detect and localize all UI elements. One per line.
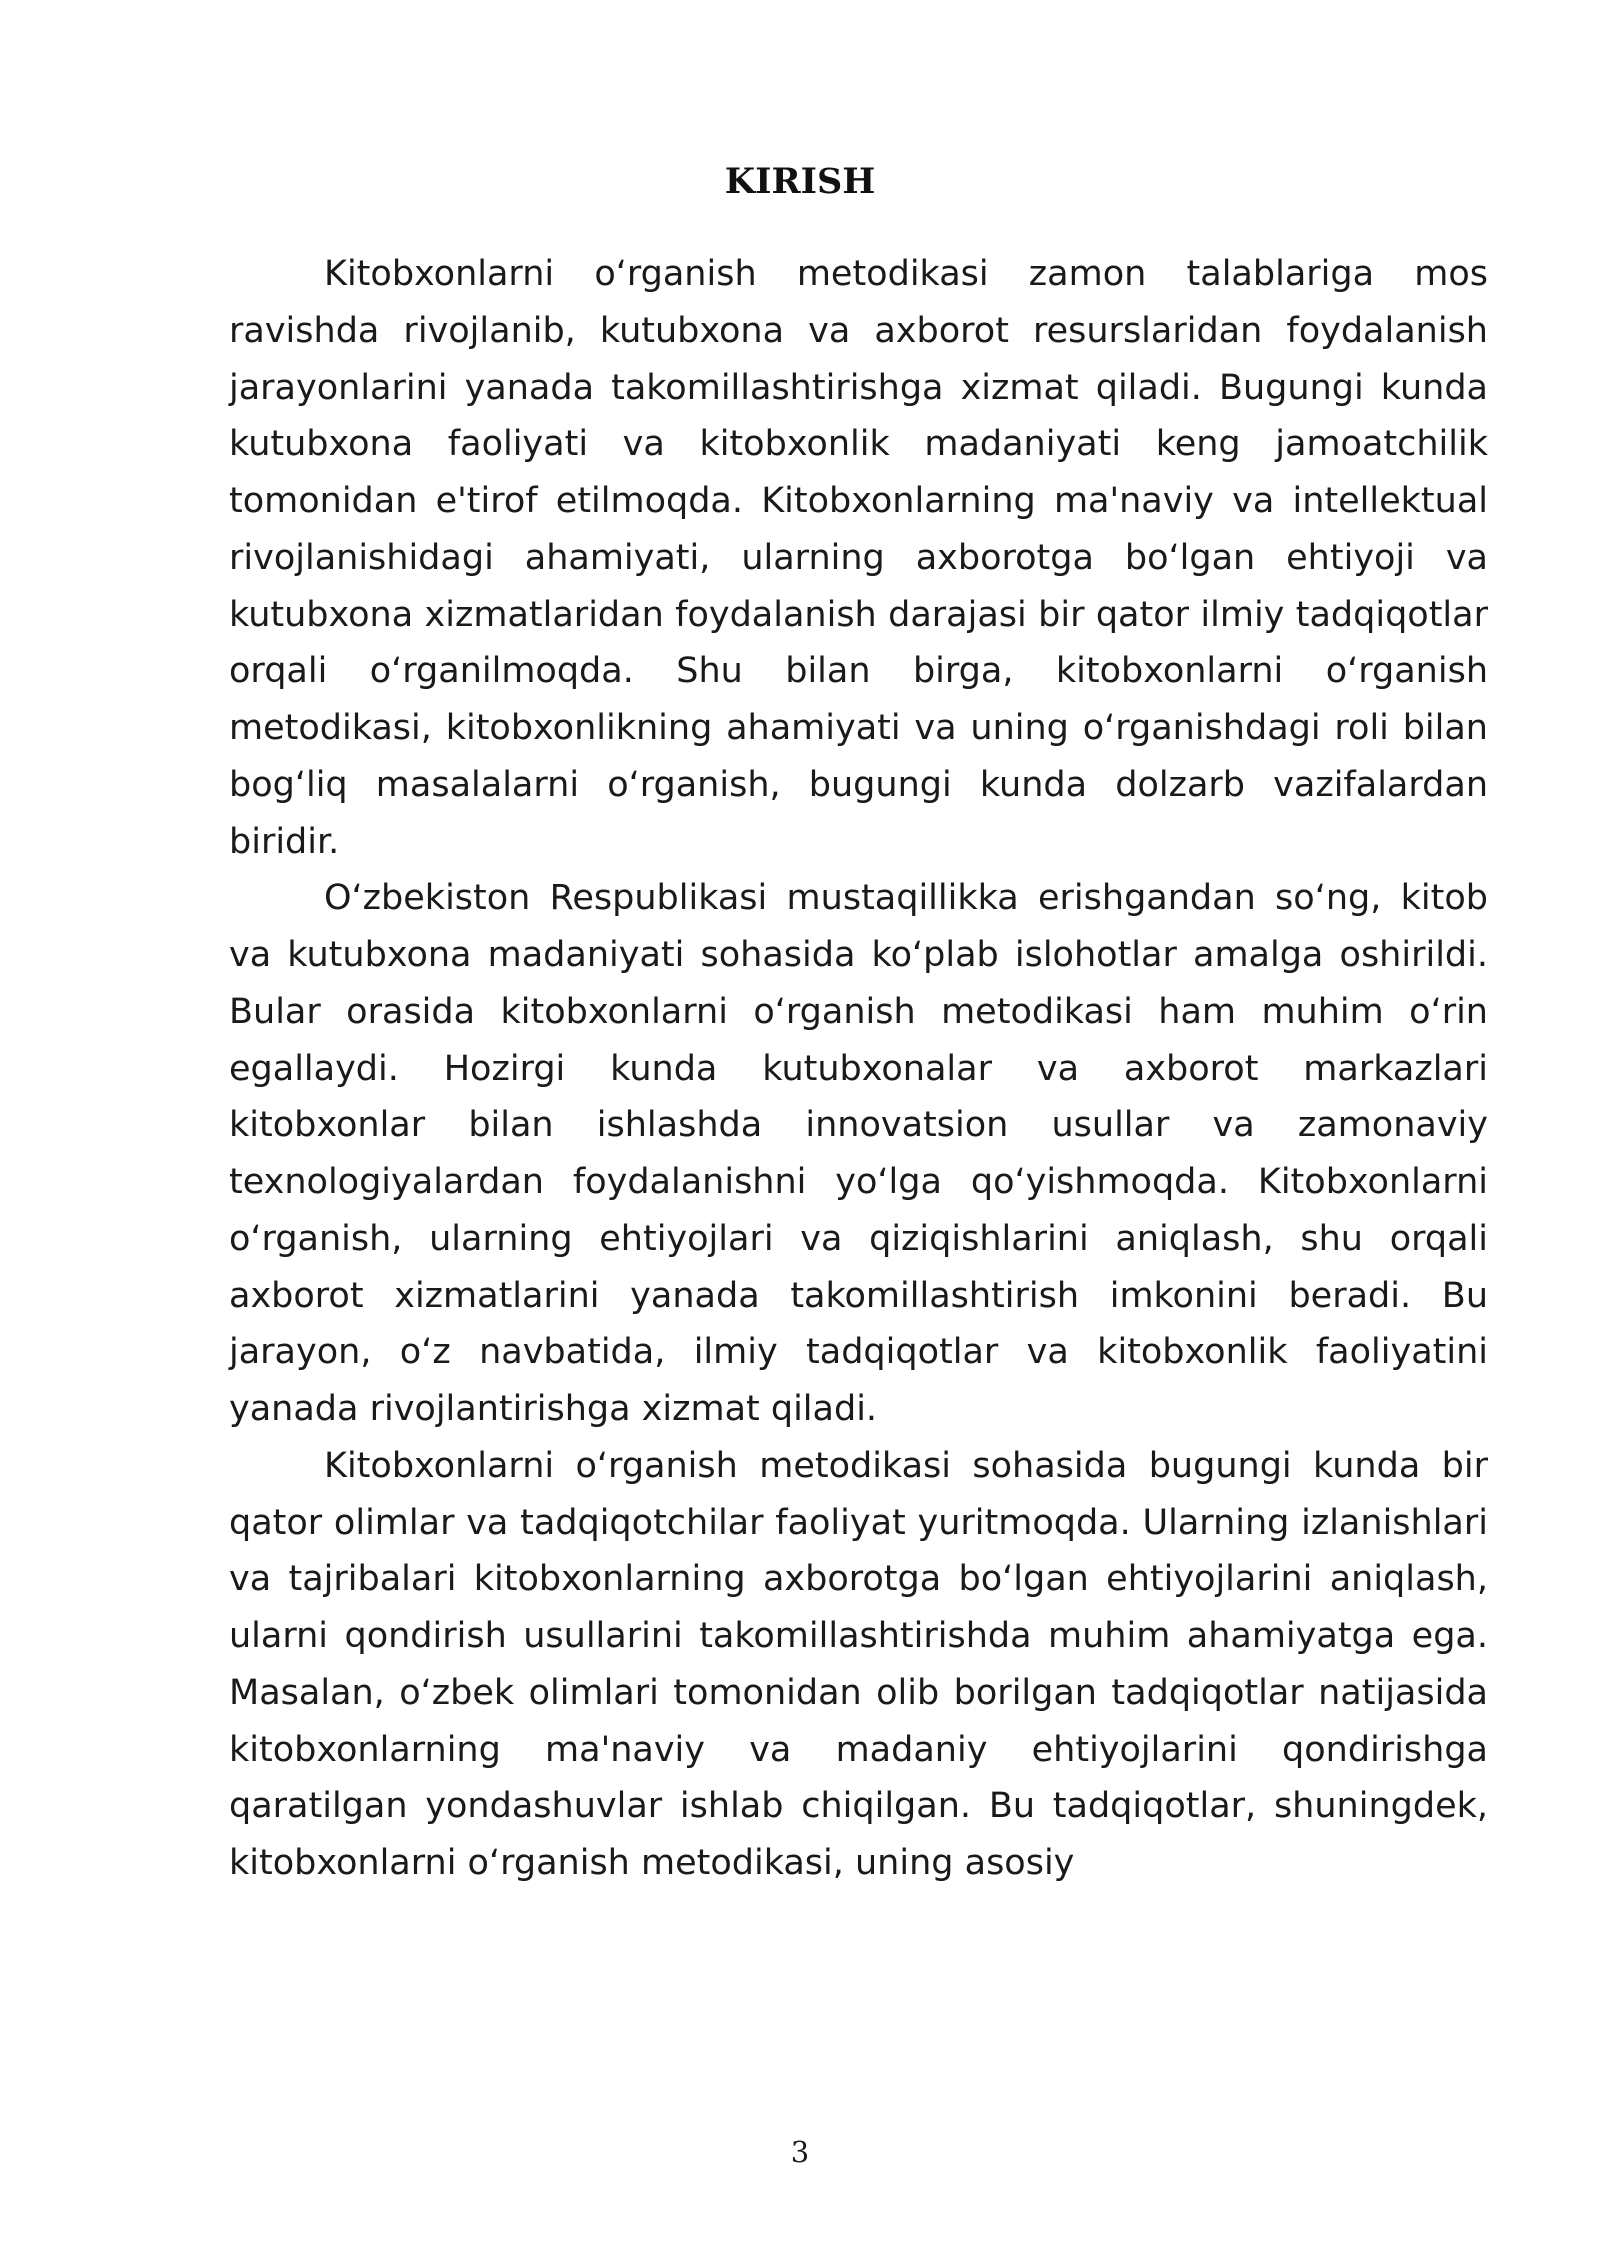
- paragraph-1: Kitobxonlarni o‘rganish metodikasi zamon talablariga mos ravishda rivojlanib, kutubxona va axborot resurslaridan foydalanish jarayonlarini yanada takomillashtirishga xizmat qiladi. Bugungi kunda kutubxona faoliyati va kitobxonlik madaniyati keng jamoatchilik tomonidan e'tirof etilmoqda. Kitobxonlarning ma'naviy va intellektual rivojlanishidagi ahamiyati, ularning axborotga bo‘lgan ehtiyoji va kutubxona xizmatlaridan foydalanish darajasi bir qator ilmiy tadqiqotlar orqali o‘rganilmoqda. Shu bilan birga, kitobxonlarni o‘rganish metodikasi, kitobxonlikning ahamiyati va uning o‘rganishdagi roli bilan bog‘liq masalalarni o‘rganish, bugungi kunda dolzarb vazifalardan biridir.: [229, 254, 1488, 862]
- paragraph-3: Kitobxonlarni o‘rganish metodikasi sohasida bugungi kunda bir qator olimlar va tadqiqotchilar faoliyat yuritmoqda. Ularning izlanishlari va tajribalari kitobxonlarning axborotga bo‘lgan ehtiyojlarini aniqlash, ularni qondirish usullarini takomillashtirishda muhim ahamiyatga ega. Masalan, o‘zbek olimlari tomonidan olib borilgan tadqiqotlar natijasida kitobxonlarning ma'naviy va madaniy ehtiyojlarini qondirishga qaratilgan yondashuvlar ishlab chiqilgan. Bu tadqiqotlar, shuningdek, kitobxonlarni o‘rganish metodikasi, uning asosiy: [229, 1445, 1488, 1883]
- paragraph-2: O‘zbekiston Respublikasi mustaqillikka erishgandan so‘ng, kitob va kutubxona madaniyati sohasida ko‘plab islohotlar amalga oshirildi. Bular orasida kitobxonlarni o‘rganish metodikasi ham muhim o‘rin egallaydi. Hozirgi kunda kutubxonalar va axborot markazlari kitobxonlar bilan ishlashda innovatsion usullar va zamonaviy texnologiyalardan foydalanishni yo‘lga qo‘yishmoqda. Kitobxonlarni o‘rganish, ularning ehtiyojlari va qiziqishlarini aniqlash, shu orqali axborot xizmatlarini yanada takomillashtirish imkonini beradi. Bu jarayon, o‘z navbatida, ilmiy tadqiqotlar va kitobxonlik faoliyatini yanada rivojlantirishga xizmat qiladi.: [229, 878, 1488, 1429]
- page-number: 3: [790, 2135, 810, 2169]
- body-text: [229, 246, 1488, 1892]
- page-title: KIRISH: [724, 161, 876, 202]
